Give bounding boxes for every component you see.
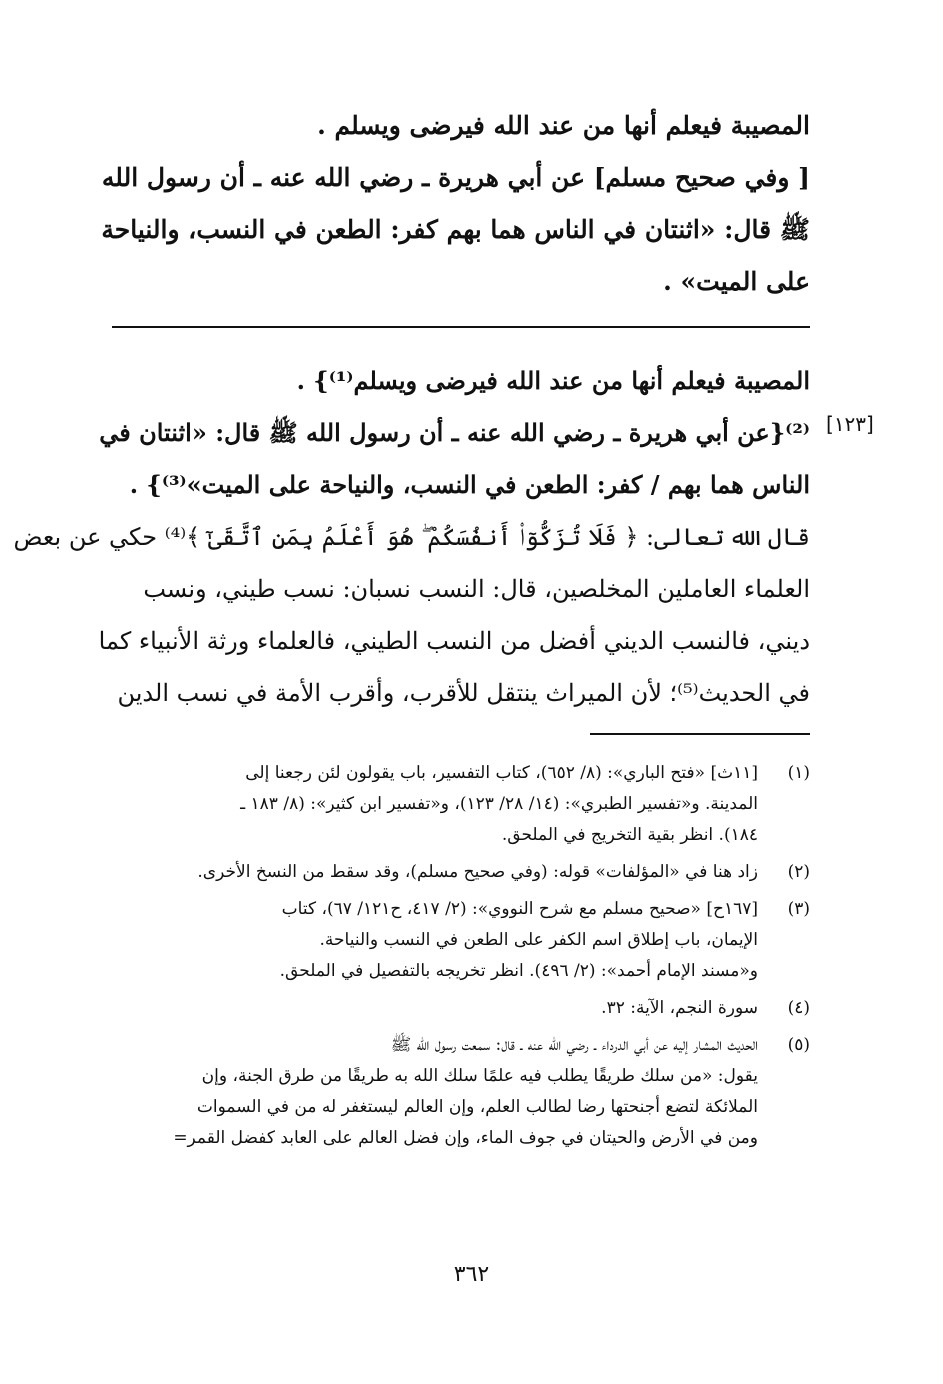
- footnote: [110, 1030, 810, 1154]
- footnote-line: و«مسند الإمام أحمد»: (٢/ ٤٩٦). انظر تخريجه بالتفصيل في الملحق.: [279, 961, 758, 981]
- footnote-line: [١٦٧ح] «صحيح مسلم مع شرح النووي»: (٢/ ٤١٧، ح١٢١/ ٦٧)، كتاب: [281, 899, 758, 919]
- footnote-body: [110, 894, 758, 987]
- footnotes: [110, 758, 810, 1154]
- footnote-number: (٥): [787, 1035, 810, 1055]
- footnote-line: [١١ث] «فتح الباري»: (٨/ ٦٥٢)، كتاب التفسير، باب يقولون لئن رجعنا إلى: [245, 763, 758, 783]
- footnote: [110, 758, 810, 851]
- footnote-line: سورة النجم، الآية: ٣٢.: [601, 998, 758, 1018]
- text-line: [ وفي صحيح مسلم] عن أبي هريرة ـ رضي الله عنه ـ أن رسول الله: [101, 163, 810, 192]
- footnote-line: الإيمان، باب إطلاق اسم الكفر على الطعن في النسب والنياحة.: [319, 930, 758, 950]
- text-line: المصيبة فيعلم أنها من عند الله فيرضى ويسلم⁽¹⁾} .: [296, 366, 810, 395]
- footnote-line: الملائكة لتضع أجنحتها رضا لطالب العلم، وإن العالم ليستغفر له من في السموات: [196, 1097, 758, 1117]
- text-line: المصيبة فيعلم أنها من عند الله فيرضى ويسلم .: [317, 111, 810, 140]
- main-text-block: [13, 355, 810, 719]
- text-line: ديني، فالنسب الديني أفضل من النسب الطيني، فالعلماء ورثة الأنبياء كما: [98, 627, 810, 655]
- text-line: على الميت» .: [663, 267, 810, 296]
- footnote-line: الحديث المشار إليه عن أبي الدرداء ـ رضي الله عنه ـ قال: سمعت رسول الله ﷺ: [390, 1035, 758, 1055]
- margin-reference: [١٢٣]: [826, 412, 874, 436]
- text-line: قال الله تعالى: ﴿ فَلَا تُزَكُّوٓا۟ أَنفُسَكُمْ ۖ هُوَ أَعْلَمُ بِمَنِ ٱتَّقَىٰٓ ﴾⁽⁴⁾ حكي عن بعض: [13, 523, 810, 551]
- text-line: الناس هما بهم / كفر: الطعن في النسب، والنياحة على الميت»⁽³⁾} .: [129, 470, 810, 499]
- text-line: ⁽²⁾{عن أبي هريرة ـ رضي الله عنه ـ أن رسول الله ﷺ قال: «اثنتان في: [99, 418, 810, 447]
- footnote-line: ١٨٤). انظر بقية التخريج في الملحق.: [501, 825, 758, 845]
- footnote-number: (١): [787, 763, 810, 783]
- footnote-body: [110, 1030, 758, 1154]
- footnote: [110, 857, 810, 888]
- page-number: ٣٦٢: [453, 1262, 490, 1287]
- footnote-line: ومن في الأرض والحيتان في جوف الماء، وإن فضل العالم على العابد كفضل القمر=: [173, 1128, 758, 1148]
- footnote-body: [110, 857, 758, 888]
- footnote: [110, 993, 810, 1024]
- text-line: في الحديث⁽⁵⁾؛ لأن الميراث ينتقل للأقرب، وأقرب الأمة في نسب الدين: [117, 679, 810, 707]
- text-line: ﷺ قال: «اثنتان في الناس هما بهم كفر: الطعن في النسب، والنياحة: [101, 215, 810, 244]
- footnote-body: [110, 993, 758, 1024]
- footnote-number: (٤): [787, 998, 810, 1018]
- text-line: العلماء العاملين المخلصين، قال: النسب نسبان: نسب طيني، ونسب: [143, 575, 810, 603]
- footnote-line: المدينة. و«تفسير الطبري»: (١٤/ ٢٨/ ١٢٣)، و«تفسير ابن كثير»: (٨/ ١٨٣ ـ: [240, 794, 758, 814]
- footnote-body: [110, 758, 758, 851]
- footnote-line: زاد هنا في «المؤلفات» قوله: (وفي صحيح مسلم)، وقد سقط من النسخ الأخرى.: [197, 862, 758, 882]
- footnote: [110, 894, 810, 987]
- footnote-divider: [590, 733, 810, 735]
- quoted-text-block: [101, 100, 810, 308]
- section-divider: [112, 326, 810, 328]
- footnote-number: (٢): [787, 862, 810, 882]
- footnote-number: (٣): [787, 899, 810, 919]
- footnote-line: يقول: «من سلك طريقًا يطلب فيه علمًا سلك الله به طريقًا من طرق الجنة، وإن: [201, 1066, 758, 1086]
